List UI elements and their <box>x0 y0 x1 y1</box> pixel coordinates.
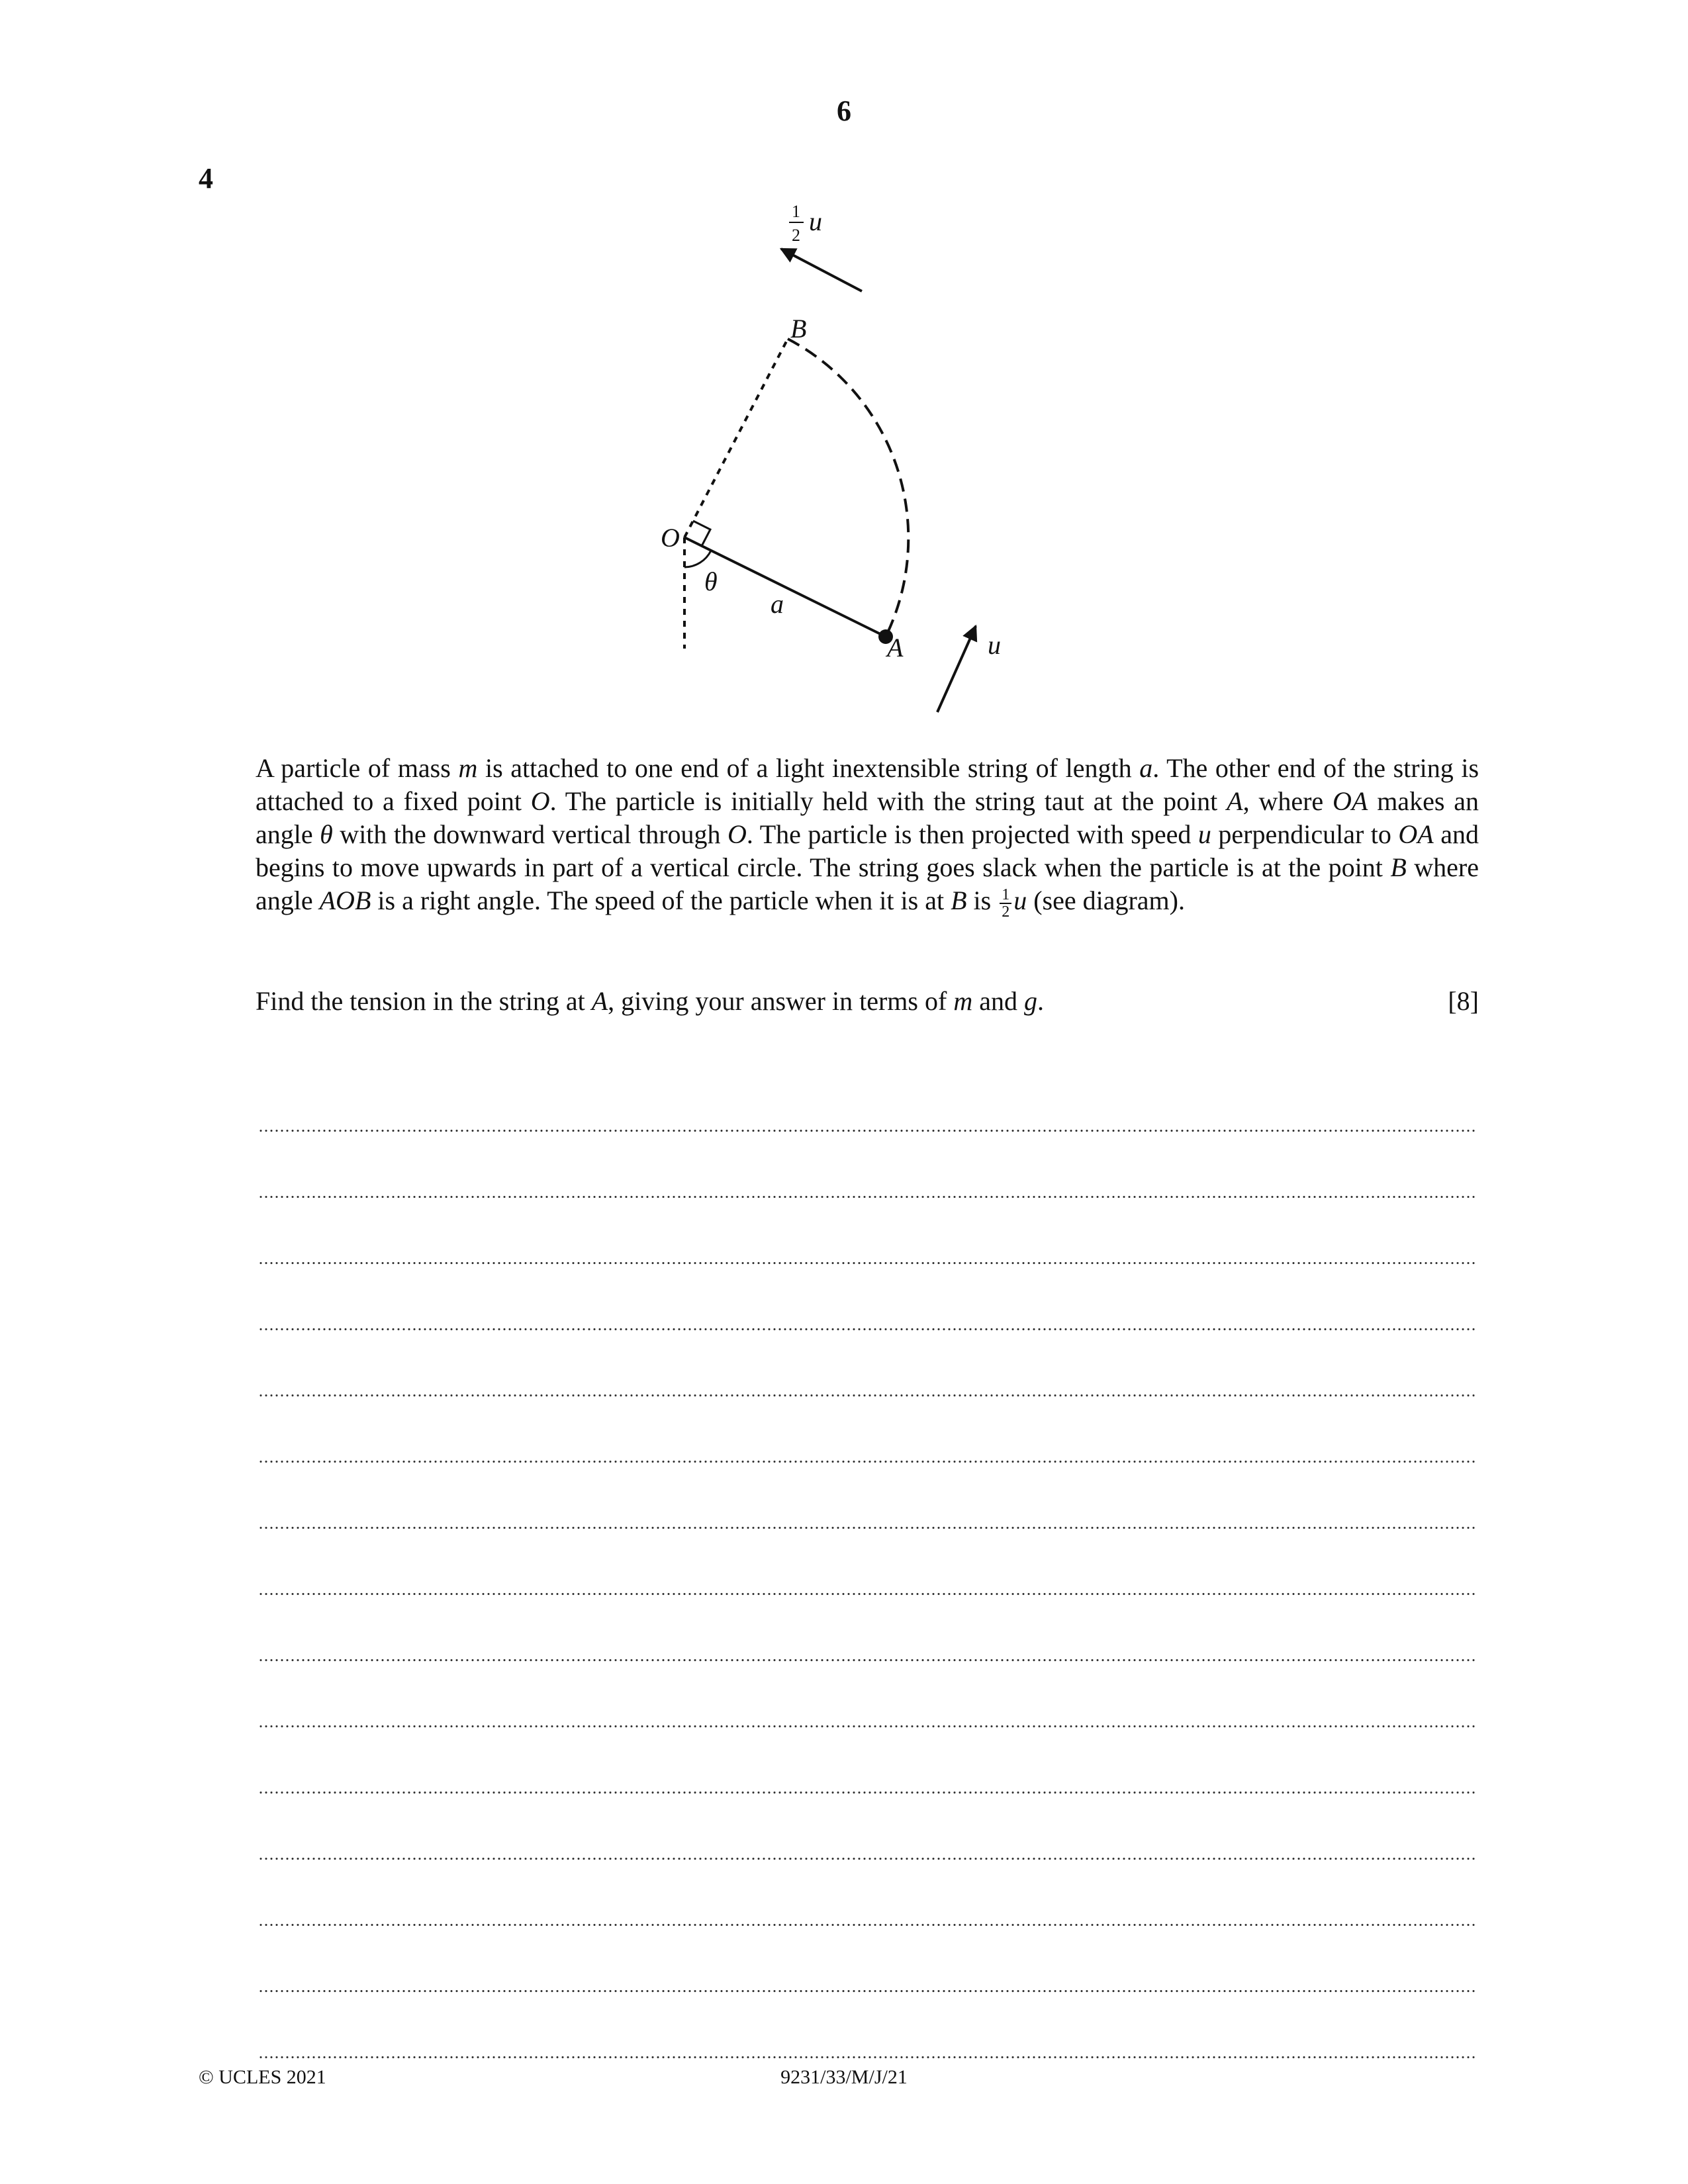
label-half-u-var: u <box>809 206 822 236</box>
half-fraction-denominator: 2 <box>792 226 800 245</box>
label-O: O <box>661 523 680 553</box>
velocity-arrow-A <box>937 626 976 712</box>
line-OB <box>684 339 788 537</box>
page-number: 6 <box>837 95 851 127</box>
label-theta: θ <box>704 567 718 596</box>
question-number: 4 <box>199 162 213 195</box>
answer-area[interactable] <box>258 1066 1476 2058</box>
theta-angle-arc <box>684 551 711 567</box>
answer-line[interactable] <box>258 1794 1476 1860</box>
answer-line[interactable] <box>258 1529 1476 1595</box>
answer-line[interactable] <box>258 1661 1476 1727</box>
footer-copyright: © UCLES 2021 <box>199 2066 326 2088</box>
label-B: B <box>790 314 807 343</box>
answer-line[interactable] <box>258 1132 1476 1198</box>
question-paragraph: A particle of mass m is attached to one end of a light inextensible string of length a. The other end of the string is attached to a fixed point O. The particle is initially held with the string taut at the point A, where OA makes an angle θ with the downward vertical through O. The particle is then projected with speed u perpendicular to OA and begins to move upwards in part of a vertical circle. The string goes slack when the particle is at the point B where angle AOB is a right angle. The speed of the particle when it is at B is $\frac{1}{2}$ u (see diagram). <box>256 753 1479 921</box>
marks-allocation: [8] <box>1448 986 1479 1016</box>
footer-paper-code: 9231/33/M/J/21 <box>780 2066 908 2088</box>
answer-line[interactable] <box>258 1595 1476 1661</box>
task-line: Find the tension in the string at A, giving your answer in terms of m and g. [8] <box>256 985 1479 1018</box>
half-fraction: $\frac{1}{2}$ <box>1000 887 1011 920</box>
label-a: a <box>771 589 784 619</box>
answer-line[interactable] <box>258 1727 1476 1794</box>
answer-line[interactable] <box>258 1992 1476 2058</box>
velocity-arrow-B <box>781 249 862 291</box>
label-A: A <box>887 633 904 662</box>
label-u: u <box>988 630 1001 660</box>
answer-line[interactable] <box>258 1926 1476 1992</box>
answer-line[interactable] <box>258 1264 1476 1330</box>
answer-line[interactable] <box>258 1198 1476 1264</box>
question-text <box>256 752 1479 920</box>
answer-line[interactable] <box>258 1066 1476 1132</box>
circular-path-arc <box>788 339 908 637</box>
answer-line[interactable] <box>258 1860 1476 1926</box>
answer-line[interactable] <box>258 1396 1476 1463</box>
pendulum-diagram <box>0 0 1688 741</box>
answer-line[interactable] <box>258 1330 1476 1396</box>
half-fraction-numerator: 1 <box>792 202 800 221</box>
answer-line[interactable] <box>258 1463 1476 1529</box>
